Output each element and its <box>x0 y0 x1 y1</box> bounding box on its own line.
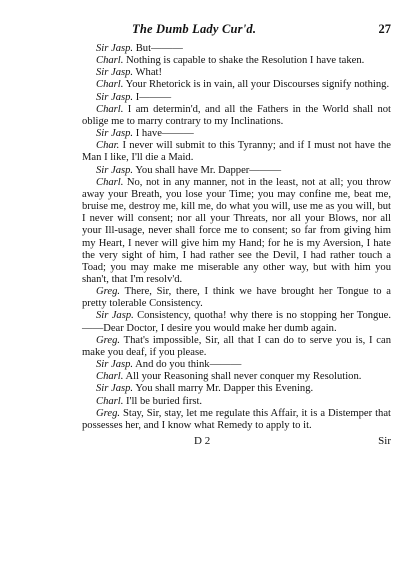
dialogue-line <box>82 177 391 286</box>
speaker-name: Sir Jasp. <box>96 91 134 103</box>
speech-text: Nothing is capable to shake the Resolution I have taken. <box>123 55 365 67</box>
speech-text: Your Rhetorick is in vain, all your Discourses signify nothing. <box>123 79 390 91</box>
speaker-name: Greg. <box>96 407 121 419</box>
speech-text: That's impossible, Sir, all that I can do to serve you is, I can make you deaf, if you please. <box>82 334 391 358</box>
speaker-name: Sir Jasp. <box>96 164 134 176</box>
speech-text: But——— <box>133 43 183 54</box>
speaker-name: Sir Jasp. <box>96 310 134 322</box>
page-header <box>82 22 391 42</box>
dialogue-line <box>82 310 391 334</box>
speaker-name: Greg. <box>96 334 121 346</box>
page-footer <box>82 435 391 455</box>
speaker-name: Charl. <box>96 176 124 188</box>
speech-text: And do you think——— <box>133 359 242 371</box>
dialogue-line <box>82 408 391 432</box>
dialogue-text <box>82 43 391 432</box>
page-number: 27 <box>378 22 391 36</box>
speaker-name: Charl. <box>96 103 124 115</box>
speech-text: What! <box>133 67 163 79</box>
speaker-name: Sir Jasp. <box>96 128 134 140</box>
speaker-name: Greg. <box>96 286 121 298</box>
dialogue-line <box>82 128 391 140</box>
catchword: Sir <box>378 435 391 447</box>
running-title: The Dumb Lady Cur'd. <box>132 22 257 36</box>
dialogue-line <box>82 55 391 67</box>
speaker-name: Char. <box>96 140 120 152</box>
dialogue-line <box>82 371 391 383</box>
signature-mark: D 2 <box>194 435 211 447</box>
speaker-name: Charl. <box>96 395 124 407</box>
dialogue-line <box>82 396 391 408</box>
speech-text: All your Reasoning shall never conquer my Resolution. <box>123 371 362 383</box>
dialogue-line <box>82 335 391 359</box>
speech-text: You shall marry Mr. Dapper this Evening. <box>133 383 314 395</box>
speech-text: No, not in any manner, not in the least, not at all; you throw away your Breath, you lose your Time; you may confine me, beat me, bruise me, destroy me, kill me, do what you will, use me as you will, but I never will consent; nor all your Threats, nor all your Blows, nor all your Ill-usage, never shall force me to consent; so far from giving him my Heart, I never will give him my Hand; for he is my Aversion, I hate the very sight of him, I had rather see the Devil, I had rather touch a Toad; you may make me miserable any other way, but with him you shan't, that I'm resolv'd. <box>82 176 391 285</box>
speech-text: I'll be buried first. <box>123 395 203 407</box>
speech-text: I——— <box>133 91 172 103</box>
speech-text: Stay, Sir, stay, let me regulate this Affair, it is a Distemper that possesses her, and I know what Remedy to apply to it. <box>82 407 391 431</box>
dialogue-line <box>82 383 391 395</box>
speech-text: You shall have Mr. Dapper——— <box>133 164 282 176</box>
speaker-name: Charl. <box>96 79 124 91</box>
speaker-name: Sir Jasp. <box>96 43 134 54</box>
speaker-name: Sir Jasp. <box>96 359 134 371</box>
dialogue-line <box>82 359 391 371</box>
dialogue-line <box>82 92 391 104</box>
speech-text: I have——— <box>133 128 194 140</box>
speech-text: Consistency, quotha! why there is no stopping her Tongue.——Dear Doctor, I desire you would make her dumb again. <box>82 310 392 334</box>
speech-text: I am determin'd, and all the Fathers in the World shall not oblige me to marry contrary to my Inclinations. <box>82 103 391 127</box>
dialogue-line <box>82 67 391 79</box>
speech-text: I never will submit to this Tyranny; and if I must not have the Man I like, I'll die a Maid. <box>82 140 391 164</box>
dialogue-line <box>82 104 391 128</box>
dialogue-line <box>82 286 391 310</box>
dialogue-line <box>82 165 391 177</box>
dialogue-line <box>82 140 391 164</box>
dialogue-line <box>82 43 391 55</box>
speaker-name: Sir Jasp. <box>96 383 134 395</box>
speaker-name: Charl. <box>96 55 124 67</box>
speaker-name: Charl. <box>96 371 124 383</box>
speech-text: There, Sir, there, I think we have brought her Tongue to a pretty tolerable Consistency. <box>82 286 391 310</box>
dialogue-line <box>82 79 391 91</box>
speaker-name: Sir Jasp. <box>96 67 134 79</box>
